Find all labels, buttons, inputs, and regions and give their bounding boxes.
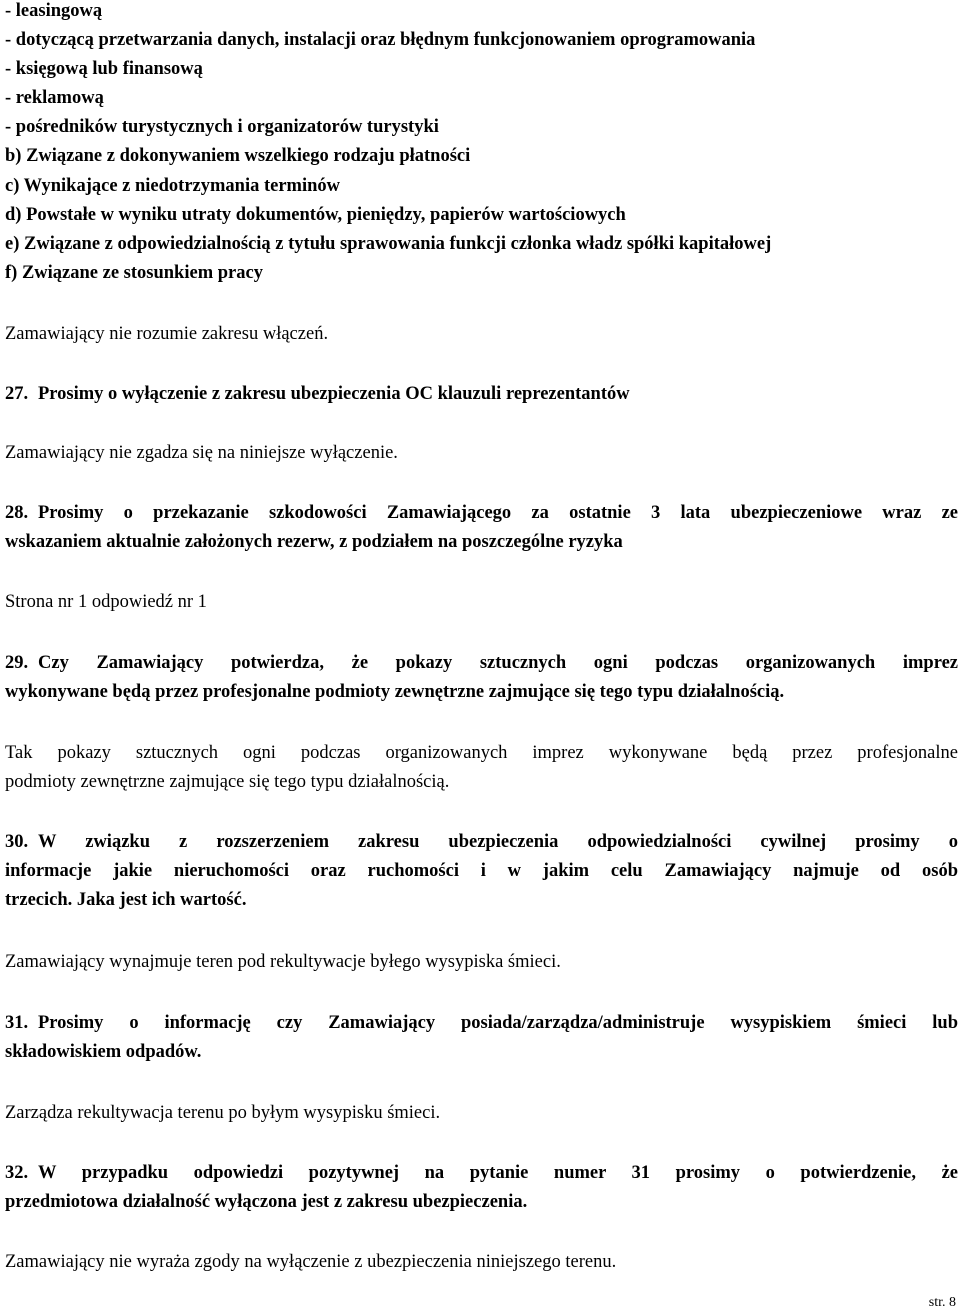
question-32-line-2: przedmiotowa działalność wyłączona jest z zakresu ubezpieczenia. xyxy=(5,1192,528,1212)
question-number: 29. xyxy=(5,653,29,673)
list-item: - księgową lub finansową xyxy=(5,59,203,79)
answer-27: Zamawiający nie zgadza się na niniejsze wyłączenie. xyxy=(5,443,398,463)
answer-31: Zarządza rekultywacja terenu po byłym wysypisku śmieci. xyxy=(5,1103,441,1123)
list-item: - pośredników turystycznych i organizatorów turystyki xyxy=(5,117,439,137)
question-number: 32. xyxy=(5,1163,29,1183)
answer-32: Zamawiający nie wyraża zgody na wyłączenie z ubezpieczenia niniejszego terenu. xyxy=(5,1252,617,1272)
list-item: c) Wynikające z niedotrzymania terminów xyxy=(5,176,340,196)
list-item: b) Związane z dokonywaniem wszelkiego rodzaju płatności xyxy=(5,146,471,166)
question-27 xyxy=(5,383,958,405)
answer-26: Zamawiający nie rozumie zakresu włączeń. xyxy=(5,324,329,344)
question-number: 28. xyxy=(5,503,29,523)
question-text: W przypadku odpowiedzi pozytywnej na pytanie numer 31 prosimy o potwierdzenie, że xyxy=(38,1163,958,1183)
answer-28: Strona nr 1 odpowiedź nr 1 xyxy=(5,592,207,612)
question-31-line-2: składowiskiem odpadów. xyxy=(5,1042,202,1062)
question-text: W związku z rozszerzeniem zakresu ubezpieczenia odpowiedzialności cywilnej prosimy o xyxy=(38,832,958,852)
question-32-line-1 xyxy=(5,1162,958,1184)
list-item: f) Związane ze stosunkiem pracy xyxy=(5,263,263,283)
list-item: - leasingową xyxy=(5,1,103,21)
list-item: e) Związane z odpowiedzialnością z tytułu sprawowania funkcji członka władz spółki kapitałowej xyxy=(5,234,772,254)
question-number: 30. xyxy=(5,832,29,852)
question-text: Prosimy o informację czy Zamawiający posiada/zarządza/administruje wysypiskiem śmieci lub xyxy=(38,1013,958,1033)
question-text: Prosimy o wyłączenie z zakresu ubezpieczenia OC klauzuli reprezentantów xyxy=(38,384,630,404)
question-30-line-1 xyxy=(5,831,958,853)
answer-29-line-2: podmioty zewnętrzne zajmujące się tego typu działalnością. xyxy=(5,772,450,792)
question-30-line-2: informacje jakie nieruchomości oraz ruchomości i w jakim celu Zamawiający najmuje od osób xyxy=(5,861,958,881)
question-number: 27. xyxy=(5,384,29,404)
answer-29-line-1: Tak pokazy sztucznych ogni podczas organizowanych imprez wykonywane będą przez profesjonalne xyxy=(5,743,958,763)
answer-30: Zamawiający wynajmuje teren pod rekultywacje byłego wysypiska śmieci. xyxy=(5,952,561,972)
list-item: - reklamową xyxy=(5,88,104,108)
question-text: Prosimy o przekazanie szkodowości Zamawiającego za ostatnie 3 lata ubezpieczeniowe wraz ze xyxy=(38,503,958,523)
question-29-line-1 xyxy=(5,652,958,674)
question-text: Czy Zamawiający potwierdza, że pokazy sztucznych ogni podczas organizowanych imprez xyxy=(38,653,958,673)
list-item: - dotyczącą przetwarzania danych, instalacji oraz błędnym funkcjonowaniem oprogramowania xyxy=(5,30,756,50)
question-28-line-1 xyxy=(5,502,958,524)
page-number: str. 8 xyxy=(928,1295,956,1310)
list-item: d) Powstałe w wyniku utraty dokumentów, pieniędzy, papierów wartościowych xyxy=(5,205,626,225)
question-31-line-1 xyxy=(5,1012,958,1034)
question-number: 31. xyxy=(5,1013,29,1033)
question-30-line-3: trzecich. Jaka jest ich wartość. xyxy=(5,890,247,910)
question-29-line-2: wykonywane będą przez profesjonalne podmioty zewnętrzne zajmujące się tego typu działalnością. xyxy=(5,682,785,702)
question-28-line-2: wskazaniem aktualnie założonych rezerw, z podziałem na poszczególne ryzyka xyxy=(5,532,623,552)
